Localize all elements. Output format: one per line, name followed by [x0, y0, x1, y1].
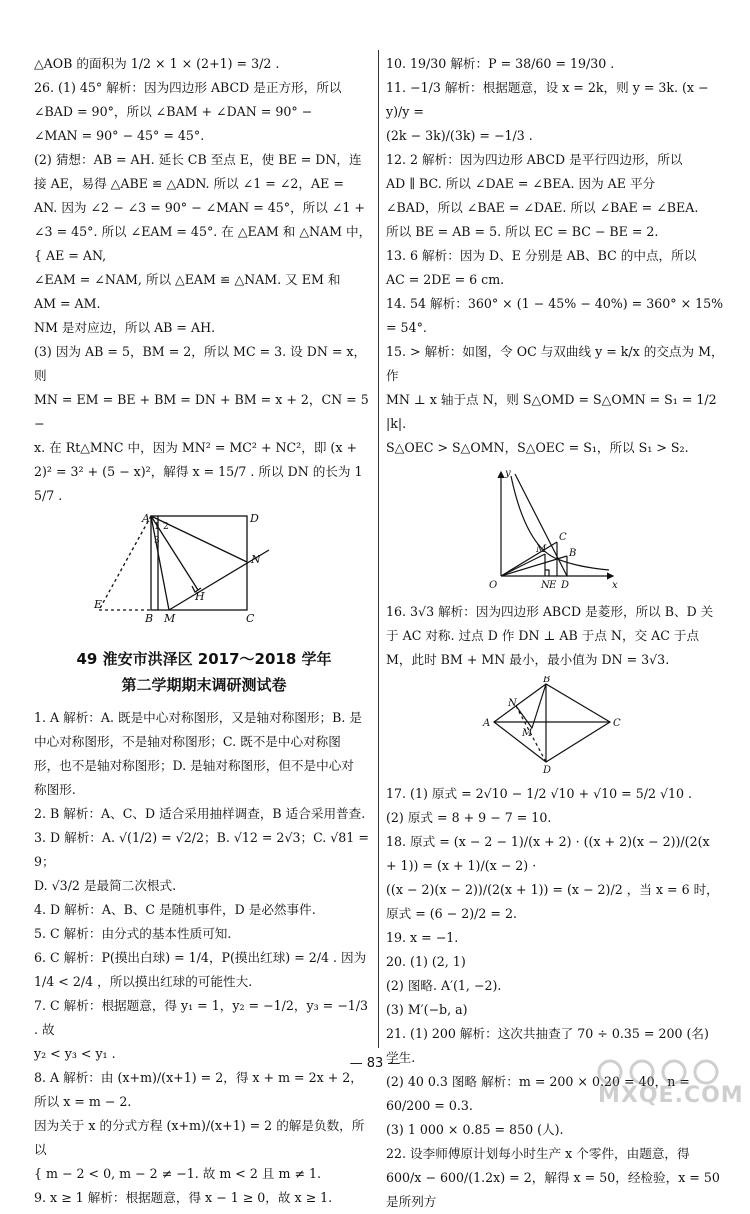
- text-line: M，此时 BM + MN 最小，最小值为 DN = 3√3.: [386, 652, 670, 667]
- hyperbola-curve: [511, 476, 609, 570]
- label-c: C: [559, 532, 567, 543]
- text-line: AC = 2DE = 6 cm.: [386, 272, 505, 287]
- column-divider: [378, 50, 379, 1048]
- text-line: (2) 40 0.3 图略 解析：m = 200 × 0.20 = 40，n =: [386, 1074, 690, 1089]
- label-b: B: [543, 676, 551, 685]
- text-line: 17. (1) 原式 = 2√10 − 1/2 √10 + √10 = 5/2 √10 .: [386, 786, 693, 801]
- answer-line: { m − 2 < 0, m − 2 ≠ −1. 故 m < 2 且 m ≠ 1.: [34, 1166, 321, 1181]
- label-x: x: [612, 580, 618, 591]
- text-line: (2k − 3k)/(3k) = −1/3 .: [386, 128, 533, 143]
- text-line: 接 AE，易得 △ABE ≌ △ADN. 所以 ∠1 = ∠2，AE =: [34, 176, 344, 191]
- answer-line: 8. A 解析：由 (x+m)/(x+1) = 2，得 x + m = 2x + 2，所以 x = m − 2.: [34, 1070, 363, 1109]
- answer-line: 1/4 < 2/4 ，所以摸出红球的可能性大.: [34, 974, 253, 989]
- left-column: [34, 52, 374, 1210]
- text-line: 19. x = −1.: [386, 930, 459, 945]
- label-n: N: [541, 580, 550, 591]
- text-line: 60/200 = 0.3.: [386, 1098, 473, 1113]
- text-line: ∠BAD，所以 ∠BAE = ∠DAE. 所以 ∠BAE = ∠BEA.: [386, 200, 699, 215]
- text-line: 26. (1) 45° 解析：因为四边形 ABCD 是正方形，所以: [34, 80, 342, 95]
- page-number: — 83 —: [349, 1056, 401, 1071]
- text-line: ∠EAM = ∠NAM, 所以 △EAM ≌ △NAM. 又 EM 和: [34, 272, 341, 287]
- hyperbola-graph-figure: [485, 464, 625, 594]
- text-line: ∠BAD = 90°，所以 ∠BAM + ∠DAN = 90° −: [34, 104, 313, 119]
- answer-line: 中心对称图形，不是轴对称图形；C. 既不是中心对称图: [34, 734, 341, 749]
- text-line: S△OEC > S△OMN，S△OEC = S₁，所以 S₁ > S₂.: [386, 440, 689, 455]
- text-line: 16. 3√3 解析：因为四边形 ABCD 是菱形，所以 B、D 关: [386, 604, 714, 619]
- section-title: [34, 646, 374, 698]
- answer-line: 4. D 解析：A、B、C 是随机事件，D 是必然事件.: [34, 902, 316, 917]
- answer-line: 3. D 解析：A. √(1/2) = √2/2；B. √12 = 2√3；C. √81 = 9；: [34, 830, 369, 869]
- text-line: ∠3 = 45°. 所以 ∠EAM = 45°. 在 △EAM 和 △NAM 中，: [34, 224, 372, 239]
- text-line: { AE = AN,: [34, 248, 107, 263]
- label-e: E: [94, 598, 103, 611]
- line-through-c: [515, 474, 567, 576]
- text-line: ((x − 2)(x − 2))/(2(x + 1)) = (x − 2)/2 ，当 x = 6 时，原式 = (6 − 2)/2 = 2.: [386, 882, 719, 921]
- text-line: 11. −1/3 解析：根据题意，设 x = 2k，则 y = 3k. (x − y)/y =: [386, 80, 709, 119]
- text-line: 600/x − 600/(1.2x) = 2，解得 x = 50，经检验，x = 50 是所列方: [386, 1170, 720, 1209]
- text-line: x. 在 Rt△MNC 中，因为 MN² = MC² + NC²，即 (x +: [34, 440, 357, 455]
- text-line: △AOB 的面积为 1/2 × 1 × (2+1) = 3/2 .: [34, 56, 280, 71]
- text-line: NM 是对应边，所以 AB = AH.: [34, 320, 216, 335]
- text-line: 21. (1) 200 解析：这次共抽查了 70 ÷ 0.35 = 200 (名): [386, 1026, 709, 1041]
- text-line: (2) 猜想：AB = AH. 延长 CB 至点 E，使 BE = DN，连: [34, 152, 362, 167]
- label-o: O: [489, 580, 498, 591]
- text-line: 于 AC 对称. 过点 D 作 DN ⊥ AB 于点 N，交 AC 于点: [386, 628, 700, 643]
- answer-line: 称图形.: [34, 782, 76, 797]
- answer-line: 6. C 解析：P(摸出白球) = 1/4，P(摸出红球) = 2/4 . 因为: [34, 950, 367, 965]
- label-h: H: [195, 590, 205, 603]
- label-2: 2: [163, 522, 169, 532]
- text-line: 20. (1) (2, 1): [386, 954, 466, 969]
- section-title-line-2: 第二学期期末调研测试卷: [121, 676, 287, 694]
- text-line: ∠MAN = 90° − 45° = 45°.: [34, 128, 205, 143]
- rhombus-outline: [494, 684, 610, 762]
- label-a: A: [142, 512, 150, 525]
- text-line: (3) 因为 AB = 5，BM = 2，所以 MC = 3. 设 DN = x，则: [34, 344, 367, 383]
- label-d: D: [543, 765, 552, 776]
- text-line: AD ∥ BC. 所以 ∠DAE = ∠BEA. 因为 AE 平分: [386, 176, 656, 191]
- watermark-text: MXQE.COM: [598, 1083, 744, 1108]
- label-m: M: [164, 612, 176, 625]
- right-column: [386, 52, 724, 1214]
- answer-line: 形，也不是轴对称图形；D. 是轴对称图形，但不是中心对: [34, 758, 354, 773]
- answer-line: y₂ < y₃ < y₁ .: [34, 1046, 116, 1061]
- label-e: E: [549, 580, 557, 591]
- rhombus-figure: [480, 676, 630, 776]
- label-d: D: [561, 580, 570, 591]
- text-line: 22. 设李师傅原计划每小时生产 x 个零件，由题意，得: [386, 1146, 690, 1161]
- label-n: N: [508, 698, 517, 709]
- text-line: 13. 6 解析：因为 D、E 分别是 AB、BC 的中点，所以: [386, 248, 697, 263]
- label-3: 3: [154, 536, 160, 546]
- label-m: M: [536, 544, 547, 555]
- text-line: 所以 BE = AB = 5. 所以 EC = BC − BE = 2.: [386, 224, 659, 239]
- label-b: B: [145, 612, 154, 625]
- label-m: M: [522, 728, 533, 739]
- text-line: 10. 19/30 解析：P = 38/60 = 19/30 .: [386, 56, 615, 71]
- text-line: (2) 原式 = 8 + 9 − 7 = 10.: [386, 810, 552, 825]
- text-line: 15. > 解析：如图，令 OC 与双曲线 y = k/x 的交点为 M，作: [386, 344, 724, 383]
- text-line: 2)² = 3² + (5 − x)²，解得 x = 15/7 . 所以 DN 的长为 15/7 .: [34, 464, 363, 503]
- label-y: y: [505, 468, 511, 479]
- text-line: MN ⊥ x 轴于点 N，则 S△OMD = S△OMN = S₁ = 1/2 |k|.: [386, 392, 717, 431]
- line-nm: [516, 706, 532, 728]
- label-c: C: [246, 612, 255, 625]
- text-line: (3) M′(−b, a): [386, 1002, 468, 1017]
- label-b: B: [569, 548, 577, 559]
- label-1: 1: [154, 522, 160, 532]
- watermark: [588, 1058, 744, 1110]
- text-line: (2) 图略. A′(1, −2).: [386, 978, 502, 993]
- answer-line: D. √3/2 是最简二次根式.: [34, 878, 177, 893]
- label-a: A: [483, 718, 491, 729]
- text-line: 学生.: [386, 1050, 416, 1065]
- section-title-line-1: 49 淮安市洪泽区 2017～2018 学年: [76, 650, 332, 668]
- answer-line: 5. C 解析：由分式的基本性质可知.: [34, 926, 232, 941]
- text-line: AM = AM.: [34, 296, 101, 311]
- text-line: AN. 因为 ∠2 − ∠3 = 90° − ∠MAN = 45°，所以 ∠1 +: [34, 200, 365, 215]
- text-line: 12. 2 解析：因为四边形 ABCD 是平行四边形，所以: [386, 152, 683, 167]
- text-line: 14. 54 解析：360° × (1 − 45% − 40%) = 360° × 15% = 54°.: [386, 296, 724, 335]
- line-ae-dashed: [99, 516, 151, 610]
- answer-line: 9. x ≥ 1 解析：根据题意，得 x − 1 ≥ 0，故 x ≥ 1.: [34, 1190, 333, 1205]
- answer-line: 2. B 解析：A、C、D 适合采用抽样调查，B 适合采用普查.: [34, 806, 366, 821]
- text-line: (3) 1 000 × 0.85 = 850 (人).: [386, 1122, 564, 1137]
- square-figure: [94, 512, 314, 632]
- answer-line: 7. C 解析：根据题意，得 y₁ = 1，y₂ = −1/2，y₃ = −1/3 . 故: [34, 998, 369, 1037]
- answer-line: 1. A 解析：A. 既是中心对称图形，又是轴对称图形；B. 是: [34, 710, 362, 725]
- label-d: D: [250, 512, 259, 525]
- label-c: C: [613, 718, 621, 729]
- answer-line: 因为关于 x 的分式方程 (x+m)/(x+1) = 2 的解是负数，所以: [34, 1118, 365, 1157]
- label-n: N: [251, 553, 261, 566]
- text-line: MN = EM = BE + BM = DN + BM = x + 2，CN = 5 −: [34, 392, 369, 431]
- text-line: 18. 原式 = (x − 2 − 1)/(x + 2) · ((x + 2)(x − 2))/(2(x + 1)) = (x + 1)/(x − 2) ·: [386, 834, 710, 873]
